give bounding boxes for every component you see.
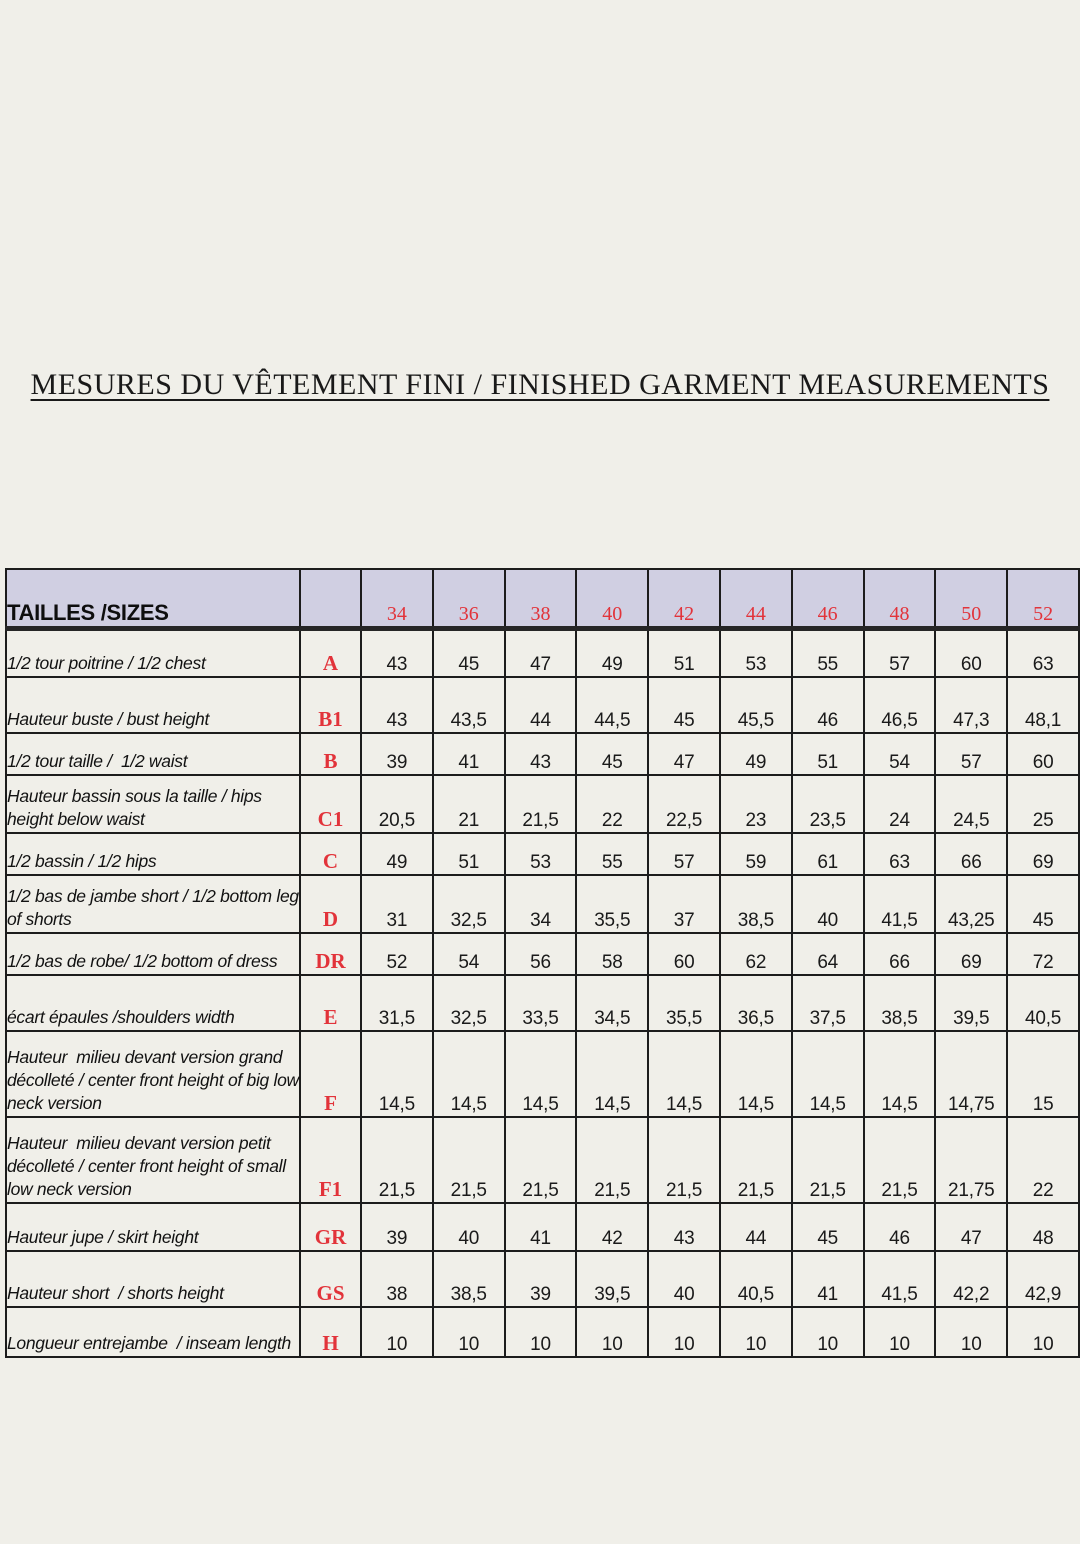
value-cell: 43 — [361, 629, 433, 677]
size-header-38: 38 — [505, 569, 577, 629]
value-cell: 62 — [720, 933, 792, 975]
value-cell: 14,5 — [864, 1031, 936, 1117]
value-cell: 21,75 — [935, 1117, 1007, 1203]
size-header-46: 46 — [792, 569, 864, 629]
value-cell: 39 — [361, 1203, 433, 1251]
value-cell: 21,5 — [648, 1117, 720, 1203]
value-cell: 64 — [792, 933, 864, 975]
row-code: A — [300, 629, 361, 677]
value-cell: 36,5 — [720, 975, 792, 1031]
row-label: Hauteur short / shorts height — [6, 1251, 300, 1307]
measurement-row-F — [6, 1031, 1079, 1117]
value-cell: 63 — [1007, 629, 1079, 677]
row-code: H — [300, 1307, 361, 1357]
value-cell: 35,5 — [576, 875, 648, 933]
value-cell: 39,5 — [576, 1251, 648, 1307]
value-cell: 52 — [361, 933, 433, 975]
row-code: B1 — [300, 677, 361, 733]
size-header-44: 44 — [720, 569, 792, 629]
size-header-42: 42 — [648, 569, 720, 629]
value-cell: 38,5 — [864, 975, 936, 1031]
row-label: 1/2 tour taille / 1/2 waist — [6, 733, 300, 775]
value-cell: 22 — [1007, 1117, 1079, 1203]
measurement-row-DR — [6, 933, 1079, 975]
value-cell: 37,5 — [792, 975, 864, 1031]
size-header-50: 50 — [935, 569, 1007, 629]
title-area — [0, 0, 1080, 402]
measurement-row-GR — [6, 1203, 1079, 1251]
value-cell: 42,9 — [1007, 1251, 1079, 1307]
value-cell: 10 — [792, 1307, 864, 1357]
measurements-table — [5, 568, 1080, 1358]
header-code-cell-empty — [300, 569, 361, 629]
value-cell: 41 — [433, 733, 505, 775]
value-cell: 15 — [1007, 1031, 1079, 1117]
row-label: Hauteur milieu devant version grand décolleté / center front height of big low neck version — [6, 1031, 300, 1117]
value-cell: 33,5 — [505, 975, 577, 1031]
value-cell: 38 — [361, 1251, 433, 1307]
value-cell: 10 — [935, 1307, 1007, 1357]
value-cell: 55 — [792, 629, 864, 677]
row-label: Longueur entrejambe / inseam length — [6, 1307, 300, 1357]
row-code: GS — [300, 1251, 361, 1307]
value-cell: 35,5 — [648, 975, 720, 1031]
value-cell: 10 — [576, 1307, 648, 1357]
value-cell: 42,2 — [935, 1251, 1007, 1307]
value-cell: 21 — [433, 775, 505, 833]
row-label: 1/2 bas de jambe short / 1/2 bottom leg of shorts — [6, 875, 300, 933]
value-cell: 49 — [361, 833, 433, 875]
value-cell: 38,5 — [433, 1251, 505, 1307]
value-cell: 44 — [505, 677, 577, 733]
size-header-40: 40 — [576, 569, 648, 629]
value-cell: 21,5 — [361, 1117, 433, 1203]
measurement-row-A — [6, 629, 1079, 677]
measurement-row-H — [6, 1307, 1079, 1357]
value-cell: 47 — [648, 733, 720, 775]
value-cell: 21,5 — [576, 1117, 648, 1203]
value-cell: 41,5 — [864, 875, 936, 933]
measurement-row-C — [6, 833, 1079, 875]
value-cell: 45,5 — [720, 677, 792, 733]
value-cell: 23 — [720, 775, 792, 833]
size-header-36: 36 — [433, 569, 505, 629]
value-cell: 43 — [648, 1203, 720, 1251]
value-cell: 47 — [935, 1203, 1007, 1251]
page-title: MESURES DU VÊTEMENT FINI / FINISHED GARMENT MEASUREMENTS — [30, 368, 1050, 401]
value-cell: 44 — [720, 1203, 792, 1251]
size-header-52: 52 — [1007, 569, 1079, 629]
row-label: Hauteur buste / bust height — [6, 677, 300, 733]
size-header-34: 34 — [361, 569, 433, 629]
value-cell: 34,5 — [576, 975, 648, 1031]
value-cell: 43 — [361, 677, 433, 733]
value-cell: 41 — [505, 1203, 577, 1251]
value-cell: 40 — [648, 1251, 720, 1307]
value-cell: 38,5 — [720, 875, 792, 933]
value-cell: 21,5 — [505, 1117, 577, 1203]
value-cell: 54 — [433, 933, 505, 975]
value-cell: 40 — [792, 875, 864, 933]
value-cell: 23,5 — [792, 775, 864, 833]
value-cell: 40,5 — [1007, 975, 1079, 1031]
value-cell: 45 — [648, 677, 720, 733]
row-code: E — [300, 975, 361, 1031]
value-cell: 14,5 — [720, 1031, 792, 1117]
measurements-body — [6, 629, 1079, 1357]
value-cell: 39,5 — [935, 975, 1007, 1031]
value-cell: 10 — [648, 1307, 720, 1357]
measurement-row-B1 — [6, 677, 1079, 733]
value-cell: 20,5 — [361, 775, 433, 833]
tailles-sizes-header: TAILLES /SIZES — [6, 569, 300, 629]
value-cell: 59 — [720, 833, 792, 875]
value-cell: 55 — [576, 833, 648, 875]
value-cell: 34 — [505, 875, 577, 933]
value-cell: 32,5 — [433, 975, 505, 1031]
value-cell: 57 — [648, 833, 720, 875]
value-cell: 45 — [433, 629, 505, 677]
measurement-row-D — [6, 875, 1079, 933]
value-cell: 39 — [505, 1251, 577, 1307]
value-cell: 43,25 — [935, 875, 1007, 933]
value-cell: 63 — [864, 833, 936, 875]
value-cell: 31 — [361, 875, 433, 933]
sizes-header-row — [6, 569, 1079, 629]
value-cell: 53 — [720, 629, 792, 677]
value-cell: 41,5 — [864, 1251, 936, 1307]
measurement-row-F1 — [6, 1117, 1079, 1203]
value-cell: 42 — [576, 1203, 648, 1251]
value-cell: 57 — [935, 733, 1007, 775]
measurement-row-B — [6, 733, 1079, 775]
value-cell: 14,5 — [648, 1031, 720, 1117]
value-cell: 46 — [864, 1203, 936, 1251]
value-cell: 40 — [433, 1203, 505, 1251]
value-cell: 51 — [792, 733, 864, 775]
row-code: C — [300, 833, 361, 875]
value-cell: 61 — [792, 833, 864, 875]
value-cell: 69 — [1007, 833, 1079, 875]
value-cell: 60 — [648, 933, 720, 975]
row-label: Hauteur bassin sous la taille / hips height below waist — [6, 775, 300, 833]
value-cell: 60 — [1007, 733, 1079, 775]
row-code: F — [300, 1031, 361, 1117]
row-label: 1/2 bassin / 1/2 hips — [6, 833, 300, 875]
row-label: 1/2 tour poitrine / 1/2 chest — [6, 629, 300, 677]
value-cell: 48,1 — [1007, 677, 1079, 733]
value-cell: 51 — [648, 629, 720, 677]
value-cell: 57 — [864, 629, 936, 677]
value-cell: 14,5 — [433, 1031, 505, 1117]
row-label: Hauteur jupe / skirt height — [6, 1203, 300, 1251]
value-cell: 22,5 — [648, 775, 720, 833]
value-cell: 10 — [1007, 1307, 1079, 1357]
value-cell: 66 — [864, 933, 936, 975]
row-label: 1/2 bas de robe/ 1/2 bottom of dress — [6, 933, 300, 975]
value-cell: 10 — [864, 1307, 936, 1357]
value-cell: 14,5 — [505, 1031, 577, 1117]
value-cell: 10 — [720, 1307, 792, 1357]
row-code: B — [300, 733, 361, 775]
row-code: GR — [300, 1203, 361, 1251]
value-cell: 44,5 — [576, 677, 648, 733]
value-cell: 45 — [1007, 875, 1079, 933]
row-label: Hauteur milieu devant version petit décolleté / center front height of small low neck version — [6, 1117, 300, 1203]
value-cell: 24,5 — [935, 775, 1007, 833]
row-code: DR — [300, 933, 361, 975]
row-code: C1 — [300, 775, 361, 833]
value-cell: 45 — [576, 733, 648, 775]
value-cell: 51 — [433, 833, 505, 875]
value-cell: 40,5 — [720, 1251, 792, 1307]
value-cell: 72 — [1007, 933, 1079, 975]
measurement-row-C1 — [6, 775, 1079, 833]
value-cell: 21,5 — [433, 1117, 505, 1203]
value-cell: 21,5 — [505, 775, 577, 833]
value-cell: 58 — [576, 933, 648, 975]
value-cell: 31,5 — [361, 975, 433, 1031]
measurement-row-GS — [6, 1251, 1079, 1307]
value-cell: 22 — [576, 775, 648, 833]
value-cell: 41 — [792, 1251, 864, 1307]
value-cell: 14,75 — [935, 1031, 1007, 1117]
value-cell: 48 — [1007, 1203, 1079, 1251]
value-cell: 46 — [792, 677, 864, 733]
value-cell: 69 — [935, 933, 1007, 975]
value-cell: 14,5 — [792, 1031, 864, 1117]
value-cell: 46,5 — [864, 677, 936, 733]
value-cell: 45 — [792, 1203, 864, 1251]
size-header-48: 48 — [864, 569, 936, 629]
value-cell: 49 — [720, 733, 792, 775]
value-cell: 21,5 — [720, 1117, 792, 1203]
value-cell: 21,5 — [864, 1117, 936, 1203]
value-cell: 60 — [935, 629, 1007, 677]
row-code: D — [300, 875, 361, 933]
value-cell: 43 — [505, 733, 577, 775]
measurement-row-E — [6, 975, 1079, 1031]
row-label: écart épaules /shoulders width — [6, 975, 300, 1031]
value-cell: 43,5 — [433, 677, 505, 733]
value-cell: 53 — [505, 833, 577, 875]
value-cell: 25 — [1007, 775, 1079, 833]
value-cell: 47 — [505, 629, 577, 677]
value-cell: 37 — [648, 875, 720, 933]
value-cell: 49 — [576, 629, 648, 677]
value-cell: 56 — [505, 933, 577, 975]
row-code: F1 — [300, 1117, 361, 1203]
value-cell: 54 — [864, 733, 936, 775]
value-cell: 10 — [361, 1307, 433, 1357]
value-cell: 10 — [433, 1307, 505, 1357]
value-cell: 14,5 — [361, 1031, 433, 1117]
value-cell: 47,3 — [935, 677, 1007, 733]
value-cell: 66 — [935, 833, 1007, 875]
value-cell: 24 — [864, 775, 936, 833]
value-cell: 10 — [505, 1307, 577, 1357]
value-cell: 21,5 — [792, 1117, 864, 1203]
value-cell: 32,5 — [433, 875, 505, 933]
value-cell: 14,5 — [576, 1031, 648, 1117]
value-cell: 39 — [361, 733, 433, 775]
